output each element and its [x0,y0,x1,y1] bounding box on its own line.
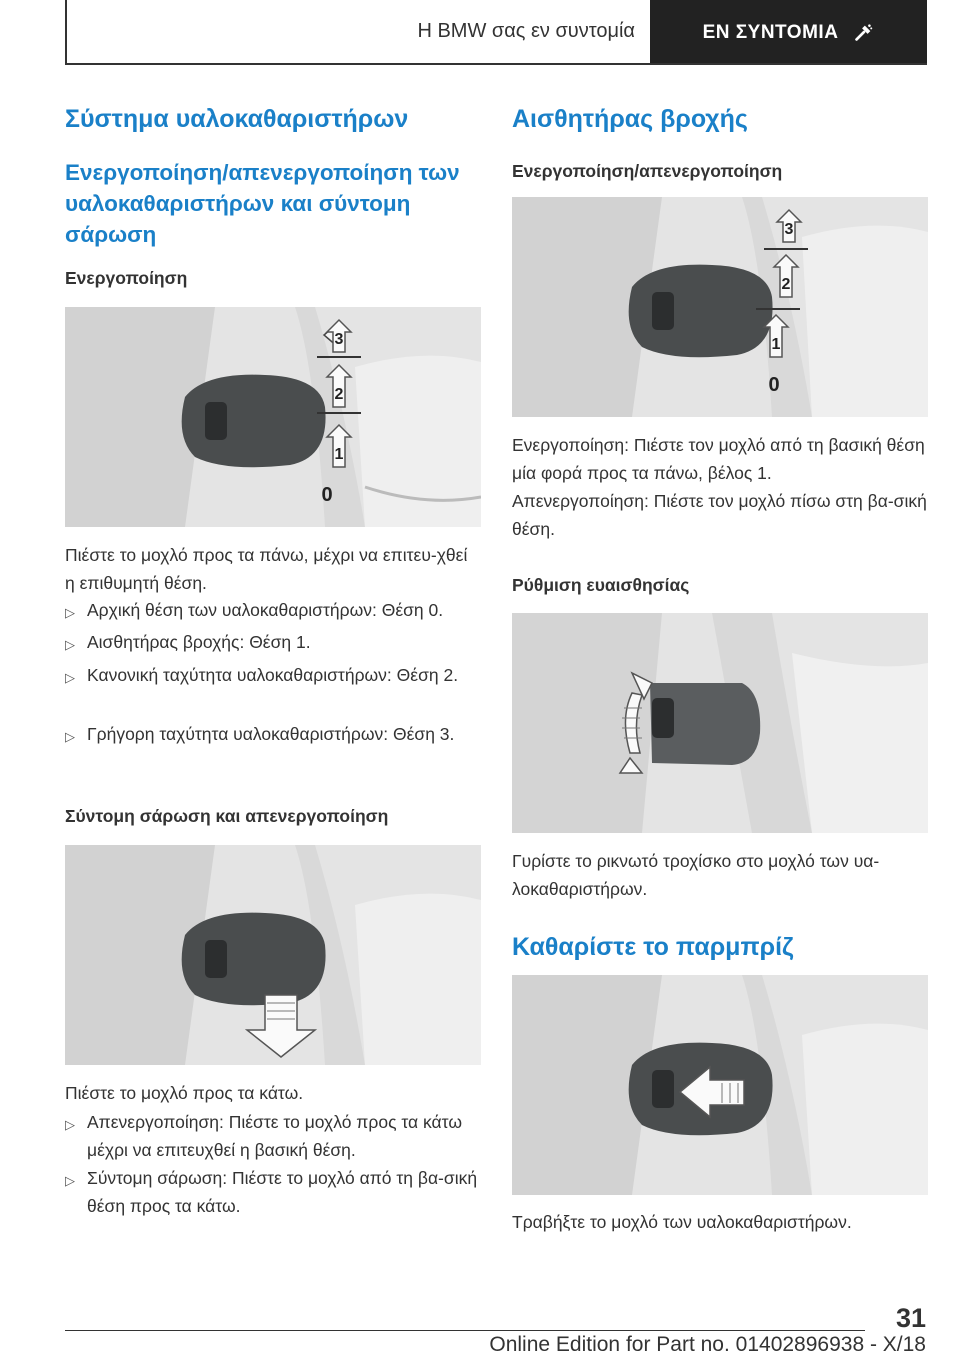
text-push-up: Πιέστε το μοχλό προς τα πάνω, μέχρι να επιτευ-χθεί η επιθυμητή θέση. [65,545,468,593]
figure-label-3: 3 [784,221,794,238]
figure-clean-windshield [512,975,928,1195]
header-rule [65,63,927,65]
text-pull-lever: Τραβήξτε το μοχλό των υαλοκαθαριστήρων. [512,1212,852,1232]
text-deactivate-rain-sensor: Απενεργοποίηση: Πιέστε τον μοχλό πίσω στη βα-σική θέση. [512,491,927,539]
figure-label-3: 3 [334,331,344,348]
bullet-triangle-icon: ▷ [65,637,75,652]
footer-rule [65,1330,865,1331]
figure-label-2: 2 [781,276,791,293]
figure-label-2: 2 [334,386,344,403]
figure-label-1: 1 [771,336,781,353]
figure-label-1: 1 [334,446,344,463]
text-push-down: Πιέστε το μοχλό προς τα κάτω. [65,1083,304,1103]
header-title: Η BMW σας εν συντομία [417,20,635,42]
heading-sensitivity: Ρύθμιση ευαισθησίας [512,575,690,595]
list-item: ▷ Σύντομη σάρωση: Πιέστε το μοχλό από τη βα-σική θέση προς τα κάτω. [65,1168,478,1216]
heading-on-off: Ενεργοποίηση/απενεργοποίηση [512,161,783,181]
text-activate-rain-sensor: Ενεργοποίηση: Πιέστε τον μοχλό από τη βασική θέση μία φορά προς τα πάνω, βέλος 1. [512,435,925,483]
section-title-wiper-system: Σύστημα υαλοκαθαριστήρων [65,105,409,133]
bullet-triangle-icon: ▷ [65,729,75,744]
footer-edition: Online Edition for Part no. 01402896938 - X/18 [489,1333,926,1356]
bullet-triangle-icon: ▷ [65,670,75,685]
list-item: ▷ Αισθητήρας βροχής: Θέση 1. [65,628,481,656]
subtitle-wiper-activation: Ενεργοποίηση/απενεργοποίηση των υαλοκαθαριστήρων και σύντομη σάρωση [65,160,460,247]
tools-icon [852,22,874,44]
section-title-clean-windshield: Καθαρίστε το παρμπρίζ [512,933,794,961]
figure-lever-up [65,307,481,527]
heading-short-wipe: Σύντομη σάρωση και απενεργοποίηση [65,806,389,826]
header-section-tab [650,0,927,65]
figure-label-0: 0 [321,484,333,506]
figure-sensitivity-wheel [512,613,928,833]
list-item: ▷ Αρχική θέση των υαλοκαθαριστήρων: Θέση 0. [65,596,481,624]
figure-rain-sensor-lever [512,197,928,417]
section-title-rain-sensor: Αισθητήρας βροχής [512,105,748,133]
bullet-triangle-icon: ▷ [65,605,75,620]
figure-lever-down [65,845,481,1065]
bullet-triangle-icon: ▷ [65,1117,75,1132]
header-section-label: ΕΝ ΣΥΝΤΟΜΙΑ [702,21,839,43]
heading-activation: Ενεργοποίηση [65,268,188,288]
bullet-triangle-icon: ▷ [65,1173,75,1188]
list-item: ▷ Γρήγορη ταχύτητα υαλοκαθαριστήρων: Θέση 3. [65,720,481,748]
list-item: ▷ Κανονική ταχύτητα υαλοκαθαριστήρων: Θέση 2. [65,661,481,689]
text-turn-wheel: Γυρίστε το ρικνωτό τροχίσκο στο μοχλό των υα-λοκαθαριστήρων. [512,851,880,899]
figure-label-0: 0 [768,374,780,396]
page-number: 31 [895,1303,926,1333]
list-item: ▷ Απενεργοποίηση: Πιέστε το μοχλό προς τα κάτω μέχρι να επιτευχθεί η βασική θέση. [65,1112,462,1160]
